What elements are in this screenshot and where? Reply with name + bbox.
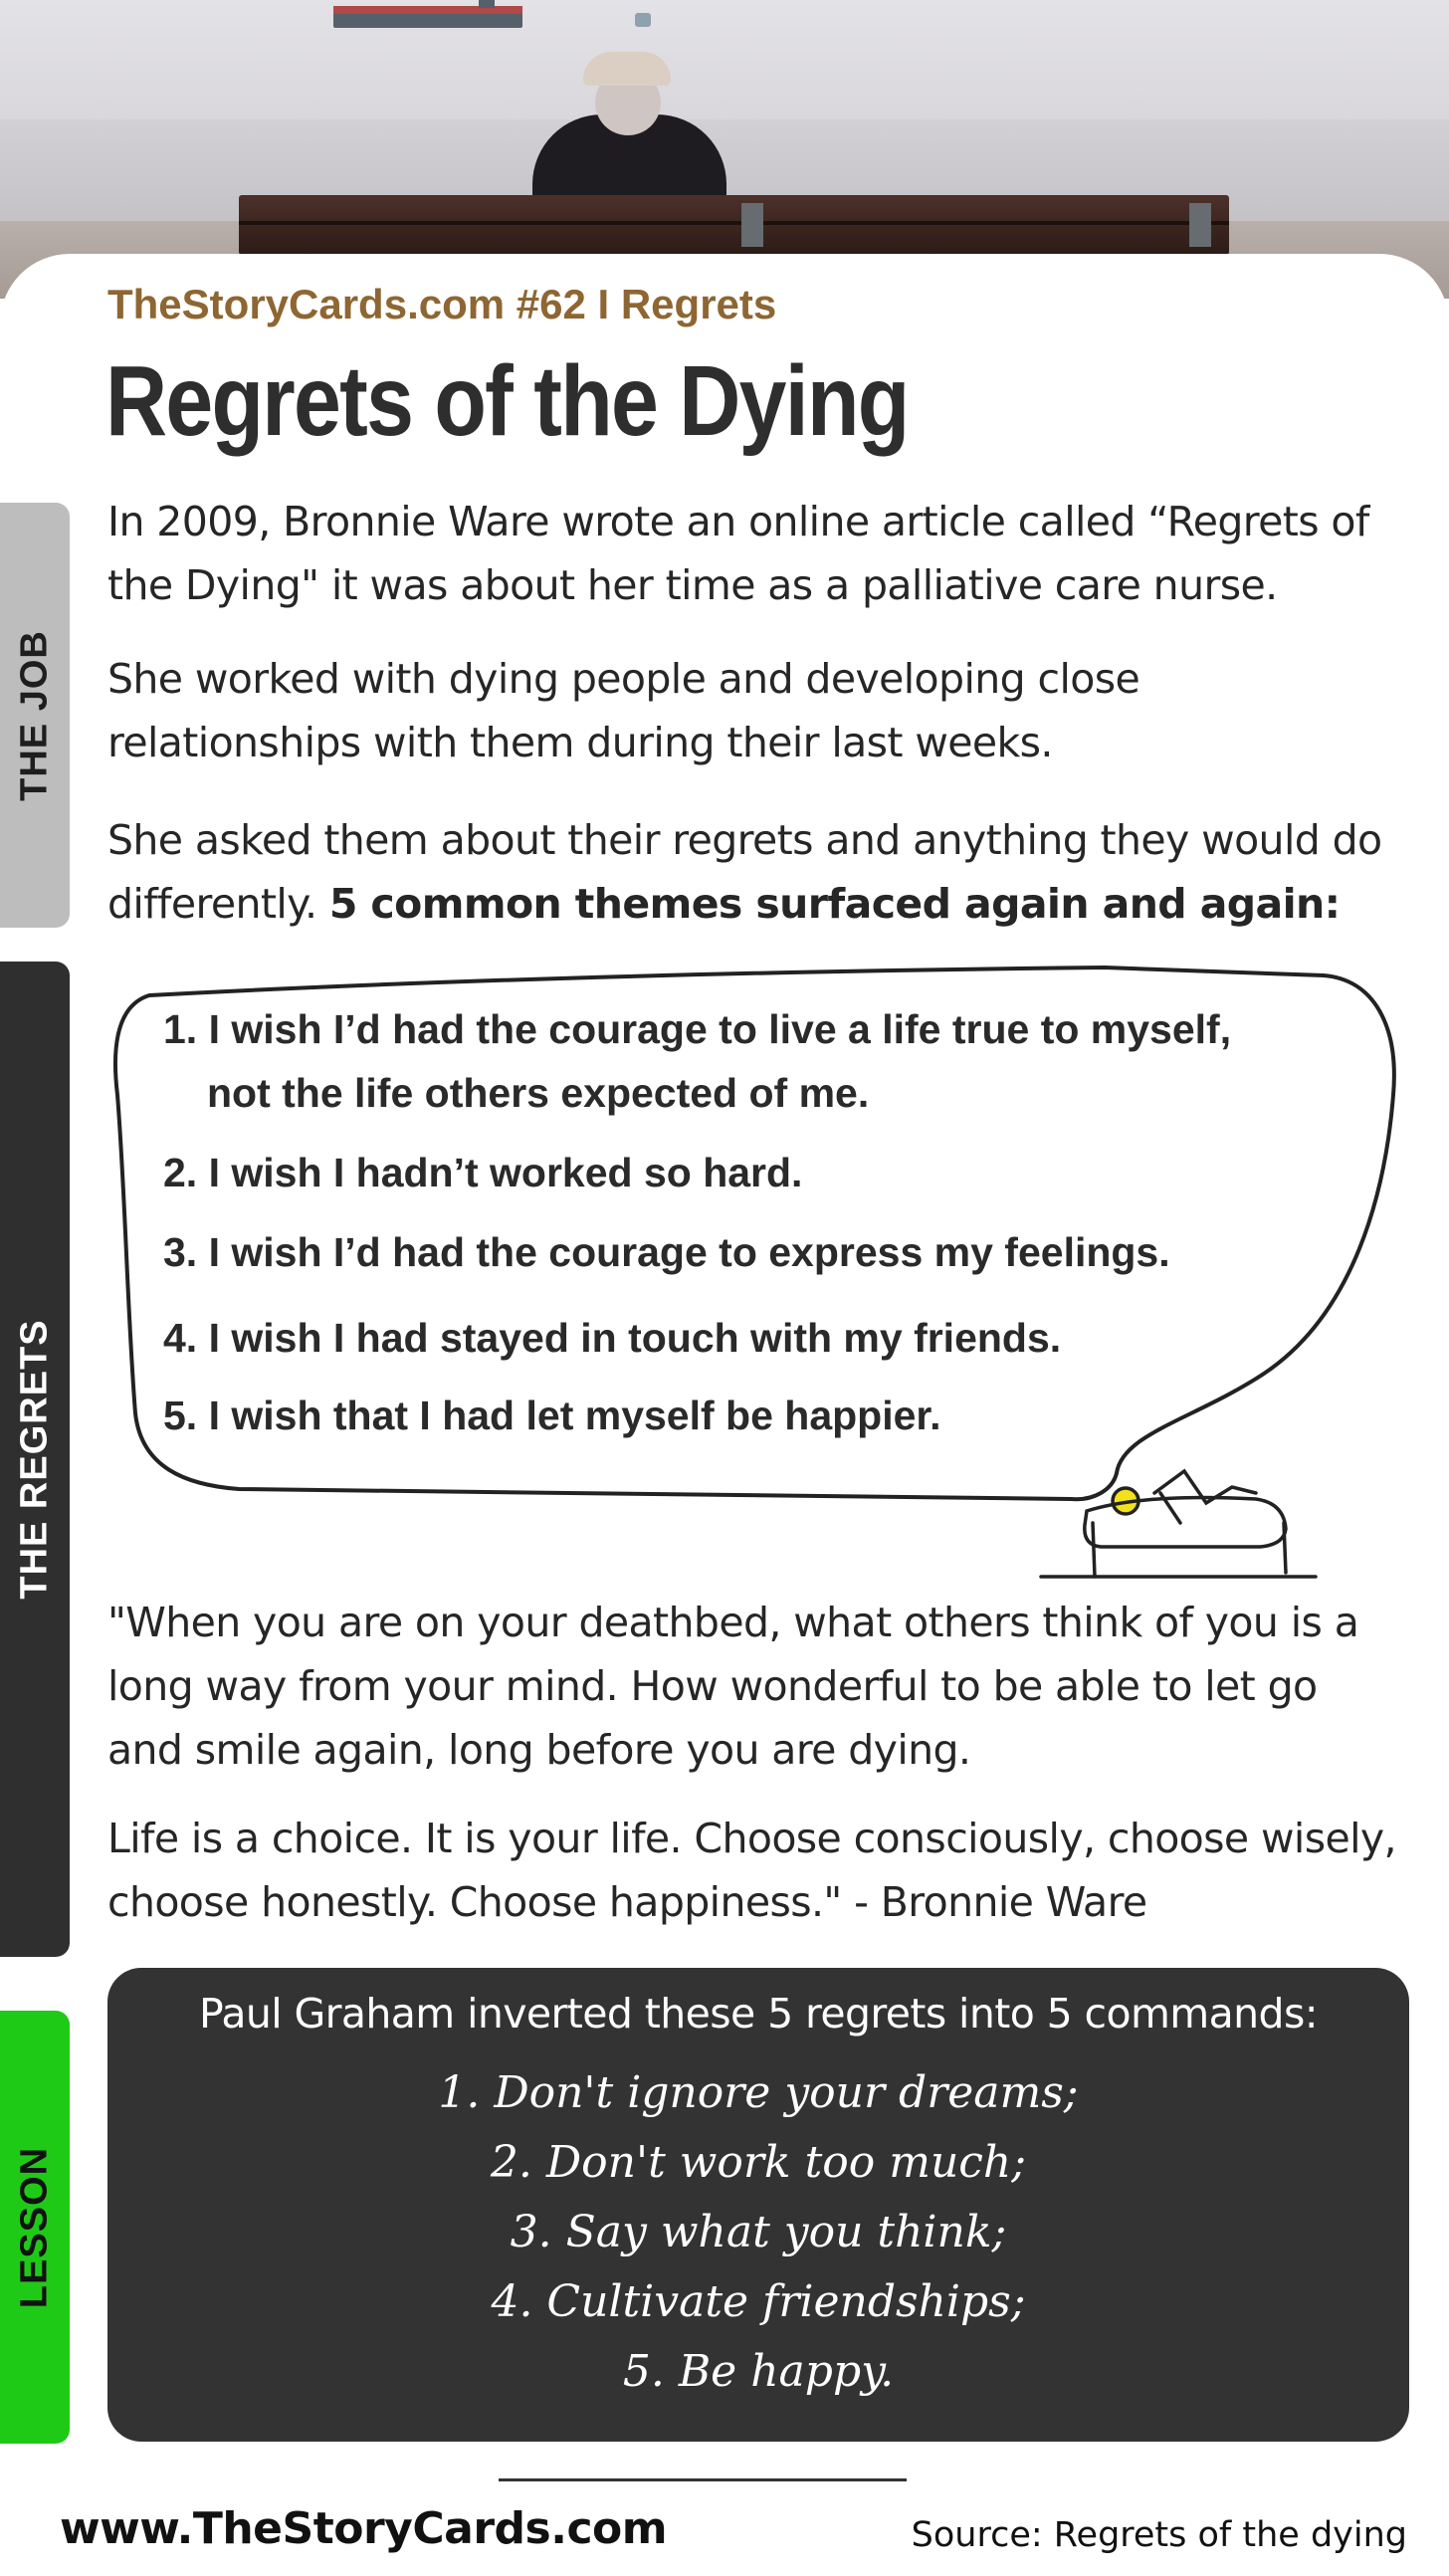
series-subtitle: TheStoryCards.com #62 I Regrets [107,281,777,327]
quote-paragraph-2: Life is a choice. It is your life. Choose consciously, choose wisely, choose honestly. Choose happiness." - Bronnie Ware [107,1815,1396,1926]
intro-paragraph-3-text: She asked them about their regrets and anything they would do differently. [107,816,1382,928]
tab-lesson-label: LESSON [13,2146,56,2308]
intro-paragraph-1: In 2009, Bronnie Ware wrote an online article called “Regrets of the Dying" it was about her time as a palliative care nurse. [107,498,1369,609]
regret-item-1-line-1: 1. I wish I’d had the courage to live a life true to myself, [163,1006,1232,1052]
quote-paragraph-1: "When you are on your deathbed, what others think of you is a long way from your mind. How wonderful to be able to let go and smile again, long before you are dying. [107,1599,1359,1774]
regret-item-2 [163,1141,1347,1204]
footer-source: Source: Regrets of the dying [911,2515,1407,2555]
regret-item-3-line-1: 3. I wish I’d had the courage to express my feelings. [163,1229,1170,1275]
regret-item-4-line-1: 4. I wish I had stayed in touch with my friends. [163,1315,1062,1361]
regret-item-1 [163,997,1347,1125]
tab-the-job-label: THE JOB [13,629,56,801]
lesson-command-2: 2. Don't work too much; [490,2137,1027,2188]
person-in-bed-sketch-icon [1041,1471,1316,1577]
regret-item-5-line-1: 5. I wish that I had let myself be happier. [163,1393,941,1438]
intro-paragraph-3-bold: 5 common themes surfaced again and again: [328,880,1341,928]
regret-item-2-line-1: 2. I wish I hadn’t worked so hard. [163,1150,803,1195]
regret-item-1-line-2: not the life others expected of me. [207,1070,870,1116]
regret-item-3 [163,1220,1347,1284]
regret-item-5 [163,1384,1347,1447]
lesson-command-3: 3. Say what you think; [510,2207,1007,2257]
footer-site-link[interactable]: www.TheStoryCards.com [60,2503,668,2554]
tab-the-regrets-label: THE REGRETS [13,1319,56,1600]
tab-lesson [0,2011,70,2444]
regret-item-4 [163,1306,1347,1370]
lesson-intro: Paul Graham inverted these 5 regrets into 5 commands: [199,1990,1318,2038]
page-title: Regrets of the Dying [105,345,909,457]
intro-paragraph-2: She worked with dying people and developing close relationships with them during their last weeks. [107,655,1140,766]
lesson-box [107,1968,1409,2442]
lesson-command-4: 4. Cultivate friendships; [491,2276,1026,2327]
footer-divider [499,2478,907,2481]
lesson-command-1: 1. Don't ignore your dreams; [438,2067,1079,2118]
lesson-command-5: 5. Be happy. [622,2346,895,2397]
